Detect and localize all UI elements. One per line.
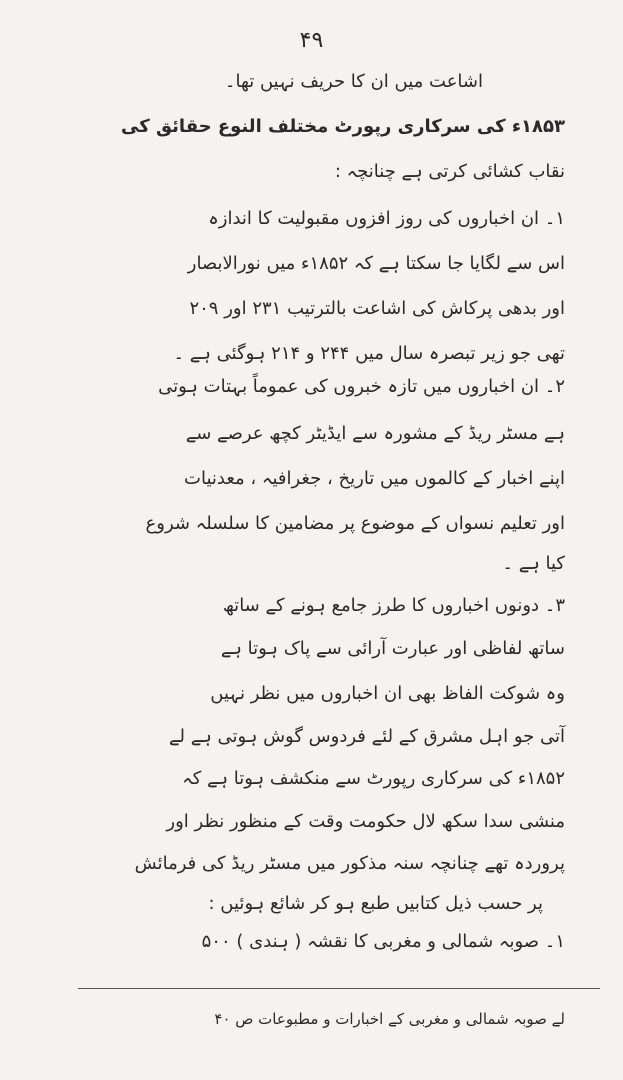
text-line: آتی جو اہل مشرق کے لئے فردوس گوش ہوتی ہے لے <box>168 726 565 747</box>
text-line: ۱۔ صوبہ شمالی و مغربی کا نقشہ ( ہندی ) ۵۰۰ <box>201 931 565 952</box>
text-line: پر حسب ذیل کتابیں طبع ہو کر شائع ہوئیں : <box>208 893 543 914</box>
footnote: لے صوبہ شمالی و مغربی کے اخبارات و مطبوعات ص ۴۰ <box>214 1010 565 1028</box>
text-line: ۱۔ ان اخباروں کی روز افزوں مقبولیت کا اندازہ <box>208 208 565 229</box>
text-line: اشاعت میں ان کا حریف نہیں تھا۔ <box>224 71 483 92</box>
text-line: تھی جو زیر تبصرہ سال میں ۲۴۴ و ۲۱۴ ہوگئی ہے ۔ <box>173 343 565 364</box>
text-line: ۱۸۵۳ء کی سرکاری رپورٹ مختلف النوع حقائق کی <box>121 116 565 137</box>
text-line: نقاب کشائی کرتی ہے چنانچہ : <box>334 161 565 182</box>
text-line: ۱۸۵۲ء کی سرکاری رپورٹ سے منکشف ہوتا ہے کہ <box>182 768 565 789</box>
text-line: اور بدھی پرکاش کی اشاعت بالترتیب ۲۳۱ اور ۲۰۹ <box>189 298 565 319</box>
page-number: ۴۹ <box>299 28 324 53</box>
footnote-divider <box>78 988 600 989</box>
text-line: اپنے اخبار کے کالموں میں تاریخ ، جغرافیہ ، معدنیات <box>184 468 565 489</box>
text-line: ساتھ لفاظی اور عبارت آرائی سے پاک ہوتا ہے <box>220 638 565 659</box>
text-line: اس سے لگایا جا سکتا ہے کہ ۱۸۵۲ء میں نورالابصار <box>187 253 565 274</box>
text-line: ہے مسٹر ریڈ کے مشورہ سے ایڈیٹر کچھ عرصے سے <box>185 423 565 444</box>
text-line: ۲۔ ان اخباروں میں تازہ خبروں کی عموماً بہتات ہوتی <box>158 376 565 397</box>
text-line: وہ شوکت الفاظ بھی ان اخباروں میں نظر نہیں <box>210 683 565 704</box>
text-line: اور تعلیم نسواں کے موضوع پر مضامین کا سلسلہ شروع <box>145 513 565 534</box>
text-line: ۳۔ دونوں اخباروں کا طرز جامع ہونے کے ساتھ <box>222 595 565 616</box>
text-line: پروردہ تھے چنانچہ سنہ مذکور میں مسٹر ریڈ کی فرمائش <box>134 853 565 874</box>
text-line: منشی سدا سکھ لال حکومت وقت کے منظور نظر اور <box>166 811 565 832</box>
text-line: کیا ہے ۔ <box>502 553 565 574</box>
